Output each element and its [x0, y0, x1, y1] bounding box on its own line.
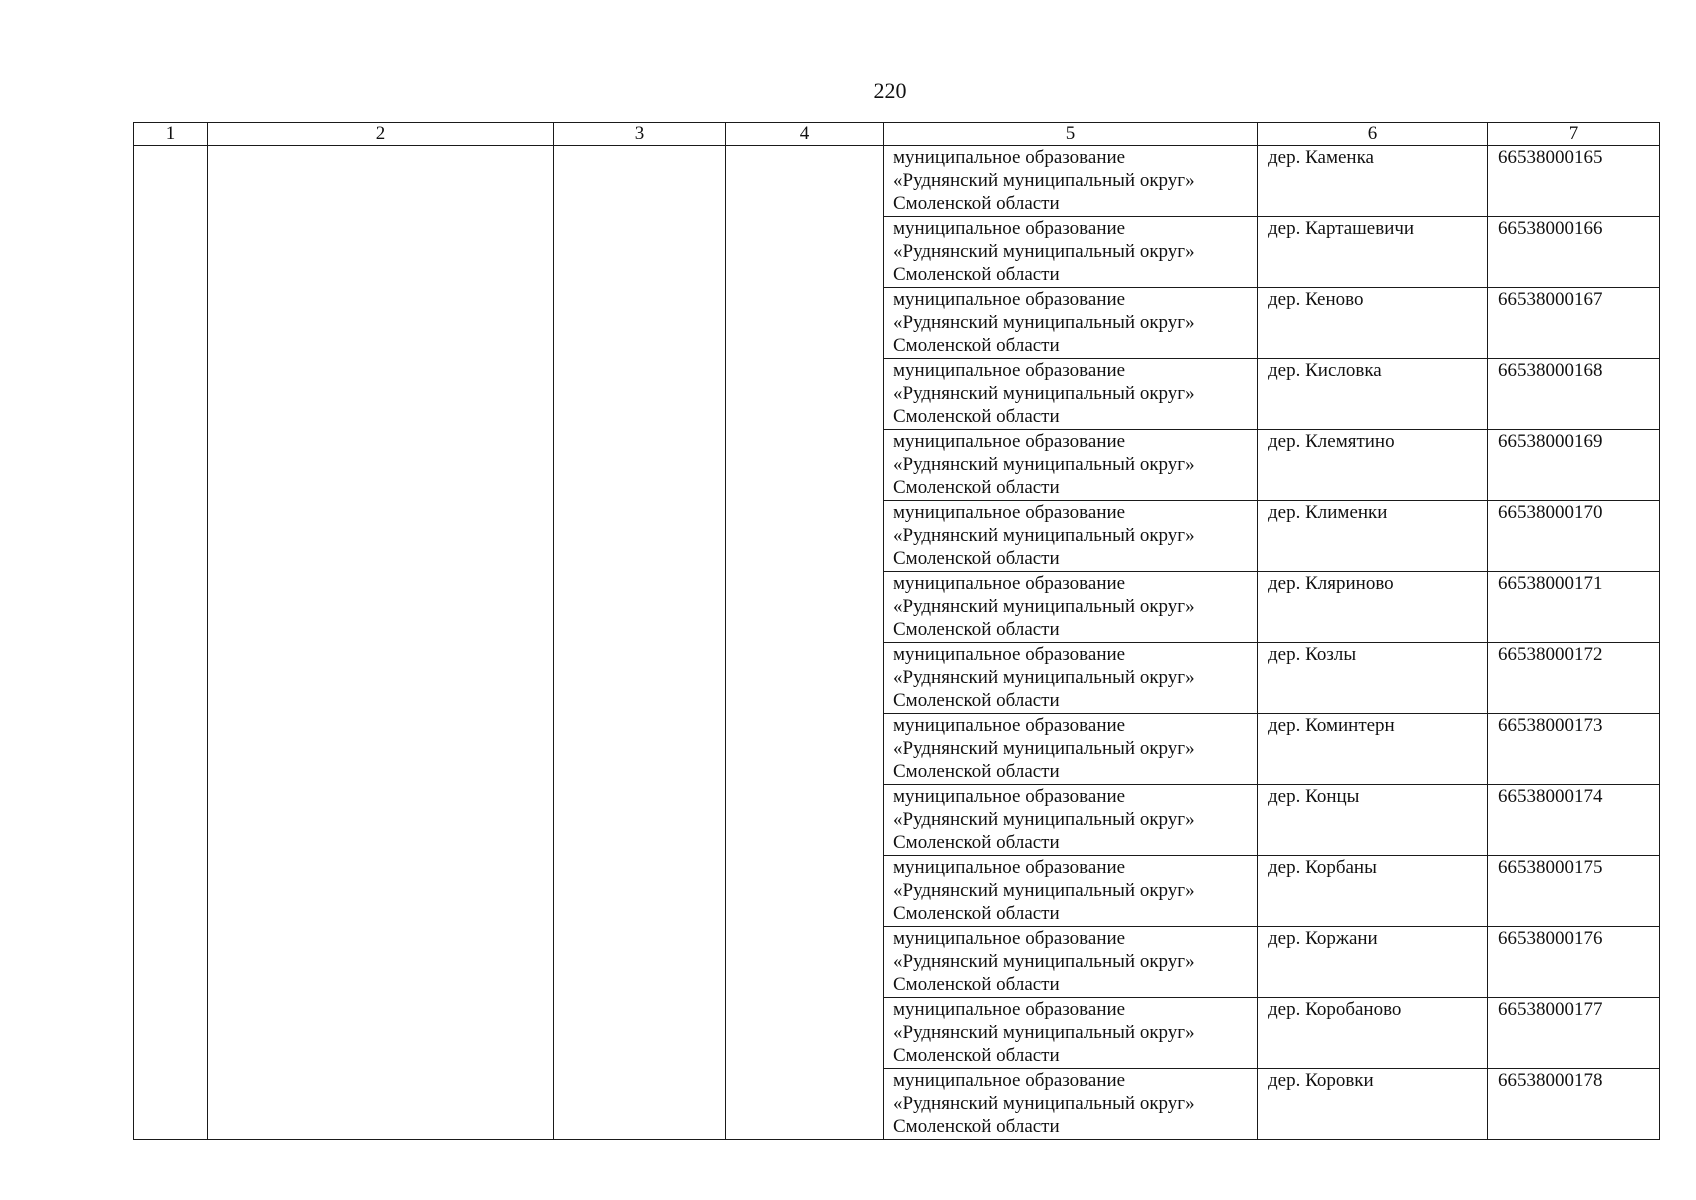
- municipal-entity-line: «Руднянский муниципальный округ»: [893, 241, 1195, 262]
- municipal-entity-line: муниципальное образование: [893, 644, 1126, 665]
- municipal-entity-line: Смоленской области: [893, 1116, 1060, 1137]
- municipal-entity-line: муниципальное образование: [893, 360, 1126, 381]
- settlement-name-cell: дер. Коминтерн: [1258, 714, 1488, 785]
- municipal-entity-line: муниципальное образование: [893, 786, 1126, 807]
- municipal-entity-line: Смоленской области: [893, 335, 1060, 356]
- column-header: 2: [208, 123, 554, 146]
- municipal-entity-line: муниципальное образование: [893, 431, 1126, 452]
- oktmo-code-cell: 66538000172: [1488, 643, 1660, 714]
- oktmo-code-cell: 66538000169: [1488, 430, 1660, 501]
- column-header: 4: [726, 123, 884, 146]
- settlement-name-cell: дер. Карташевичи: [1258, 217, 1488, 288]
- municipal-entity-line: Смоленской области: [893, 193, 1060, 214]
- oktmo-code-cell: 66538000168: [1488, 359, 1660, 430]
- settlement-name-cell: дер. Клемятино: [1258, 430, 1488, 501]
- municipal-entity-line: муниципальное образование: [893, 857, 1126, 878]
- municipal-entity-line: «Руднянский муниципальный округ»: [893, 951, 1195, 972]
- settlement-name-cell: дер. Концы: [1258, 785, 1488, 856]
- municipal-entity-line: Смоленской области: [893, 619, 1060, 640]
- municipal-entity-cell: [884, 927, 1258, 998]
- settlement-name-cell: дер. Коровки: [1258, 1069, 1488, 1140]
- oktmo-code-cell: 66538000165: [1488, 146, 1660, 217]
- municipal-entity-line: «Руднянский муниципальный округ»: [893, 1022, 1195, 1043]
- municipal-entity-line: «Руднянский муниципальный округ»: [893, 312, 1195, 333]
- column-header: 1: [134, 123, 208, 146]
- merged-empty-cell-col-2: [208, 146, 554, 1140]
- municipal-entity-line: муниципальное образование: [893, 502, 1126, 523]
- municipal-entity-line: «Руднянский муниципальный округ»: [893, 1093, 1195, 1114]
- oktmo-code-cell: 66538000170: [1488, 501, 1660, 572]
- oktmo-code-cell: 66538000176: [1488, 927, 1660, 998]
- municipal-entity-cell: [884, 714, 1258, 785]
- oktmo-code-cell: 66538000178: [1488, 1069, 1660, 1140]
- settlement-name-cell: дер. Корбаны: [1258, 856, 1488, 927]
- municipal-entity-line: «Руднянский муниципальный округ»: [893, 525, 1195, 546]
- municipal-entity-line: муниципальное образование: [893, 289, 1126, 310]
- oktmo-code-cell: 66538000175: [1488, 856, 1660, 927]
- municipal-entity-line: «Руднянский муниципальный округ»: [893, 809, 1195, 830]
- municipal-entity-cell: [884, 217, 1258, 288]
- municipal-entity-line: Смоленской области: [893, 264, 1060, 285]
- merged-empty-cell-col-1: [134, 146, 208, 1140]
- column-header: 3: [554, 123, 726, 146]
- merged-empty-cell-col-3: [554, 146, 726, 1140]
- oktmo-code-cell: 66538000173: [1488, 714, 1660, 785]
- settlement-name-cell: дер. Каменка: [1258, 146, 1488, 217]
- oktmo-code-cell: 66538000166: [1488, 217, 1660, 288]
- settlement-name-cell: дер. Козлы: [1258, 643, 1488, 714]
- municipal-entity-line: Смоленской области: [893, 761, 1060, 782]
- oktmo-code-cell: 66538000174: [1488, 785, 1660, 856]
- oktmo-code-cell: 66538000171: [1488, 572, 1660, 643]
- municipal-entity-cell: [884, 146, 1258, 217]
- oktmo-code-cell: 66538000177: [1488, 998, 1660, 1069]
- settlements-table: [133, 122, 1660, 1140]
- municipal-entity-line: «Руднянский муниципальный округ»: [893, 170, 1195, 191]
- municipal-entity-cell: [884, 1069, 1258, 1140]
- municipal-entity-cell: [884, 359, 1258, 430]
- municipal-entity-cell: [884, 430, 1258, 501]
- settlement-name-cell: дер. Коржани: [1258, 927, 1488, 998]
- settlement-name-cell: дер. Кисловка: [1258, 359, 1488, 430]
- merged-empty-cell-col-4: [726, 146, 884, 1140]
- municipal-entity-line: муниципальное образование: [893, 218, 1126, 239]
- municipal-entity-cell: [884, 856, 1258, 927]
- municipal-entity-line: муниципальное образование: [893, 928, 1126, 949]
- municipal-entity-line: Смоленской области: [893, 1045, 1060, 1066]
- municipal-entity-line: «Руднянский муниципальный округ»: [893, 667, 1195, 688]
- column-header: 7: [1488, 123, 1660, 146]
- municipal-entity-line: Смоленской области: [893, 974, 1060, 995]
- municipal-entity-line: «Руднянский муниципальный округ»: [893, 880, 1195, 901]
- municipal-entity-line: Смоленской области: [893, 832, 1060, 853]
- municipal-entity-line: Смоленской области: [893, 690, 1060, 711]
- municipal-entity-line: Смоленской области: [893, 903, 1060, 924]
- municipal-entity-line: «Руднянский муниципальный округ»: [893, 738, 1195, 759]
- table-body: [134, 146, 1660, 1140]
- municipal-entity-line: муниципальное образование: [893, 573, 1126, 594]
- municipal-entity-line: муниципальное образование: [893, 147, 1126, 168]
- settlement-name-cell: дер. Кеново: [1258, 288, 1488, 359]
- settlement-name-cell: дер. Коробаново: [1258, 998, 1488, 1069]
- settlement-name-cell: дер. Кляриново: [1258, 572, 1488, 643]
- municipal-entity-line: муниципальное образование: [893, 1070, 1126, 1091]
- municipal-entity-cell: [884, 643, 1258, 714]
- municipal-entity-cell: [884, 572, 1258, 643]
- page-number: 220: [873, 78, 907, 103]
- municipal-entity-line: Смоленской области: [893, 406, 1060, 427]
- settlement-name-cell: дер. Клименки: [1258, 501, 1488, 572]
- municipal-entity-line: муниципальное образование: [893, 715, 1126, 736]
- header-row: [134, 123, 1660, 146]
- municipal-entity-cell: [884, 785, 1258, 856]
- municipal-entity-cell: [884, 288, 1258, 359]
- municipal-entity-line: Смоленской области: [893, 548, 1060, 569]
- municipal-entity-line: муниципальное образование: [893, 999, 1126, 1020]
- column-header: 6: [1258, 123, 1488, 146]
- municipal-entity-cell: [884, 998, 1258, 1069]
- municipal-entity-line: «Руднянский муниципальный округ»: [893, 454, 1195, 475]
- table-row: [134, 146, 1660, 217]
- municipal-entity-line: «Руднянский муниципальный округ»: [893, 596, 1195, 617]
- oktmo-code-cell: 66538000167: [1488, 288, 1660, 359]
- municipal-entity-cell: [884, 501, 1258, 572]
- municipal-entity-line: Смоленской области: [893, 477, 1060, 498]
- column-header: 5: [884, 123, 1258, 146]
- municipal-entity-line: «Руднянский муниципальный округ»: [893, 383, 1195, 404]
